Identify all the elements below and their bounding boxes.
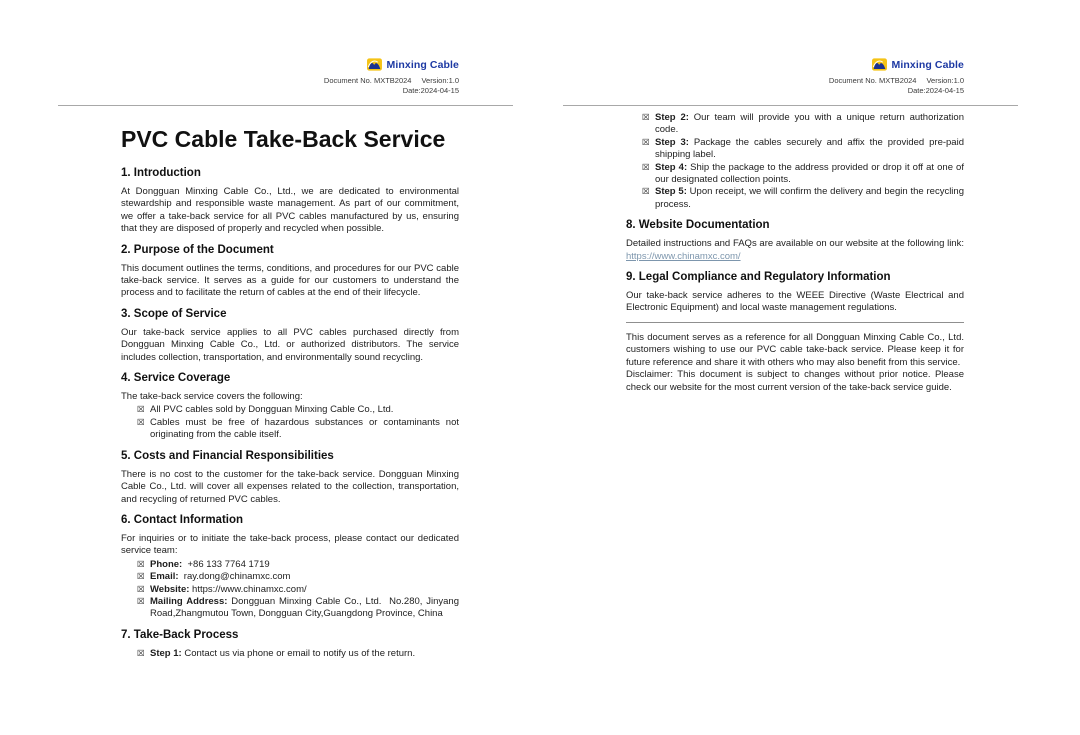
section-heading: 3. Scope of Service	[121, 307, 227, 320]
paragraph	[626, 369, 964, 394]
bullet-list	[626, 112, 964, 211]
text-run: Our team will provide you with a unique return authorization code.	[655, 112, 964, 136]
text-run: At Dongguan Minxing Cable Co., Ltd., we are dedicated to environmental stewardship and responsible waste management. As part of our commitment, we offer a take-back service for all PVC cables manufactured by us, ensuring that they are disposed of properly and recycled when possible.	[121, 186, 459, 235]
section-heading: 6. Contact Information	[121, 513, 244, 526]
text-run: ray.dong@chinamxc.com	[178, 571, 291, 583]
text-run: This document serves as a reference for all Dongguan Minxing Cable Co., Ltd. customers wishing to use our PVC cable take-back service. Please keep it for future reference and share it with others who may also benefit from this service.	[626, 331, 964, 368]
bullet-list	[121, 648, 459, 660]
ballot-box-bullet-icon: ☒	[642, 137, 650, 148]
text-run: Detailed instructions and FAQs are available on our website at the following link:	[626, 238, 964, 250]
text-run: Cables must be free of hazardous substances or contaminants not originating from the cable itself.	[150, 416, 459, 441]
text-run: Ship the package to the address provided or drop it off at one of our designated collection points.	[655, 161, 964, 186]
doc-meta-line-1	[563, 76, 964, 86]
section-heading: 9. Legal Compliance and Regulatory Information	[626, 271, 891, 284]
text-run: https://www.chinamxc.com/	[189, 583, 307, 595]
bullet-list	[121, 559, 459, 621]
doc-version: Version:1.0	[926, 76, 964, 85]
text-run: All PVC cables sold by Dongguan Minxing Cable Co., Ltd.	[150, 404, 394, 416]
list-item	[642, 112, 964, 137]
brand-logo-icon	[366, 58, 383, 71]
doc-number: Document No. MXTB2024	[828, 76, 917, 85]
text-run: Disclaimer: This document is subject to changes without prior notice. Please check our website for the most current version of the take-back service guide.	[626, 369, 964, 393]
bold-label: Email:	[150, 571, 179, 583]
text-run: Package the cables securely and affix the provided pre-paid shipping label.	[655, 136, 964, 161]
brand-name: Minxing Cable	[891, 58, 964, 71]
list-item	[642, 162, 964, 187]
list-item-text	[655, 186, 964, 211]
doc-meta-line-2	[58, 86, 459, 96]
text-run: +86 133 7764 1719	[182, 558, 270, 570]
list-item-text	[150, 584, 459, 596]
list-item-text	[150, 559, 459, 571]
ballot-box-bullet-icon: ☒	[642, 187, 650, 198]
text-run: Our take-back service applies to all PVC cables purchased directly from Dongguan Minxing Cable Co., Ltd. or authorized distributors. The service includes collection, transportation, and environmentally sound recycling.	[121, 326, 459, 363]
section-heading: 8. Website Documentation	[626, 219, 770, 232]
bold-label: Step 1:	[150, 647, 182, 659]
page-1	[58, 0, 513, 667]
page-2	[563, 0, 1018, 667]
bold-label: Step 4:	[655, 161, 688, 173]
section-heading: 1. Introduction	[121, 167, 201, 179]
list-item-text	[150, 648, 459, 660]
bold-label: Mailing Address:	[150, 595, 228, 607]
ballot-box-bullet-icon: ☒	[137, 559, 145, 570]
bold-label: Step 2:	[655, 112, 689, 123]
text-run: For inquiries or to initiate the take-back process, please contact our dedicated service team:	[121, 532, 459, 557]
text-run: There is no cost to the customer for the take-back service. Dongguan Minxing Cable Co., Ltd. will cover all expenses related to the collection, transportation, and recycling of returned PVC cables.	[121, 468, 459, 505]
doc-number: Document No. MXTB2024	[323, 76, 412, 85]
doc-meta-line-2	[563, 86, 964, 96]
page-2-header	[563, 0, 1018, 95]
text-run: The take-back service covers the following:	[121, 391, 303, 403]
text-run: Contact us via phone or email to notify us of the return.	[181, 647, 416, 659]
paragraph	[121, 186, 459, 236]
list-item	[642, 186, 964, 211]
list-item	[137, 648, 459, 660]
list-item-text	[150, 571, 459, 583]
brand	[871, 58, 964, 71]
paragraph	[626, 290, 964, 315]
list-item-text	[655, 162, 964, 187]
list-item	[137, 404, 459, 416]
ballot-box-bullet-icon: ☒	[137, 596, 145, 607]
doc-meta-line-1	[58, 76, 459, 86]
page-2-content	[563, 106, 1018, 394]
list-item	[137, 584, 459, 596]
brand-name: Minxing Cable	[386, 58, 459, 71]
bold-label: Step 5:	[655, 186, 687, 198]
section-heading: 7. Take-Back Process	[121, 628, 239, 641]
section-heading: 2. Purpose of the Document	[121, 243, 274, 256]
section-heading: 5. Costs and Financial Responsibilities	[121, 449, 334, 462]
list-item	[137, 417, 459, 442]
list-item	[137, 571, 459, 583]
page-1-content	[58, 106, 513, 660]
paragraph	[121, 263, 459, 300]
bold-label: Step 3:	[655, 136, 689, 148]
list-item	[642, 137, 964, 162]
list-item-text	[150, 417, 459, 442]
section-divider	[626, 322, 964, 323]
paragraph	[121, 327, 459, 364]
section-heading: 4. Service Coverage	[121, 372, 231, 385]
brand-logo-icon	[871, 58, 888, 71]
paragraph	[626, 332, 964, 369]
page-1-header	[58, 0, 513, 95]
bold-label: Phone:	[150, 558, 183, 570]
text-run: This document outlines the terms, conditions, and procedures for our PVC cable take-back service. It serves as a guide for our customers to understand the process and to facilitate the return of cables at the end of their lifecycle.	[121, 262, 459, 299]
doc-version: Version:1.0	[421, 76, 459, 85]
list-item-text	[655, 137, 964, 162]
ballot-box-bullet-icon: ☒	[137, 417, 145, 428]
list-item-text	[655, 112, 964, 137]
ballot-box-bullet-icon: ☒	[137, 648, 145, 659]
ballot-box-bullet-icon: ☒	[137, 584, 145, 595]
list-item-text	[150, 404, 459, 416]
bold-label: Website:	[150, 583, 190, 595]
doc-date: Date:2024-04-15	[907, 85, 964, 95]
paragraph	[626, 238, 964, 263]
text-run: Upon receipt, we will confirm the delivery and begin the recycling process.	[655, 186, 964, 210]
brand	[366, 58, 459, 71]
document-title: PVC Cable Take-Back Service	[121, 126, 446, 152]
ballot-box-bullet-icon: ☒	[642, 113, 650, 123]
bullet-list	[121, 404, 459, 441]
paragraph	[121, 533, 459, 558]
ballot-box-bullet-icon: ☒	[137, 572, 145, 583]
doc-date: Date:2024-04-15	[402, 85, 459, 95]
ballot-box-bullet-icon: ☒	[642, 162, 650, 173]
list-item	[137, 596, 459, 621]
paragraph	[121, 469, 459, 506]
inline-link[interactable]: https://www.chinamxc.com/	[626, 250, 741, 262]
list-item	[137, 559, 459, 571]
list-item-text	[150, 596, 459, 621]
text-run: Dongguan Minxing Cable Co., Ltd. No.280, Jinyang Road,Zhangmutou Town, Dongguan City,Guangdong Province, China	[150, 595, 460, 620]
ballot-box-bullet-icon: ☒	[137, 405, 145, 416]
text-run: Our take-back service adheres to the WEEE Directive (Waste Electrical and Electronic Equipment) and local waste management regulations.	[626, 290, 964, 314]
paragraph	[121, 391, 459, 403]
